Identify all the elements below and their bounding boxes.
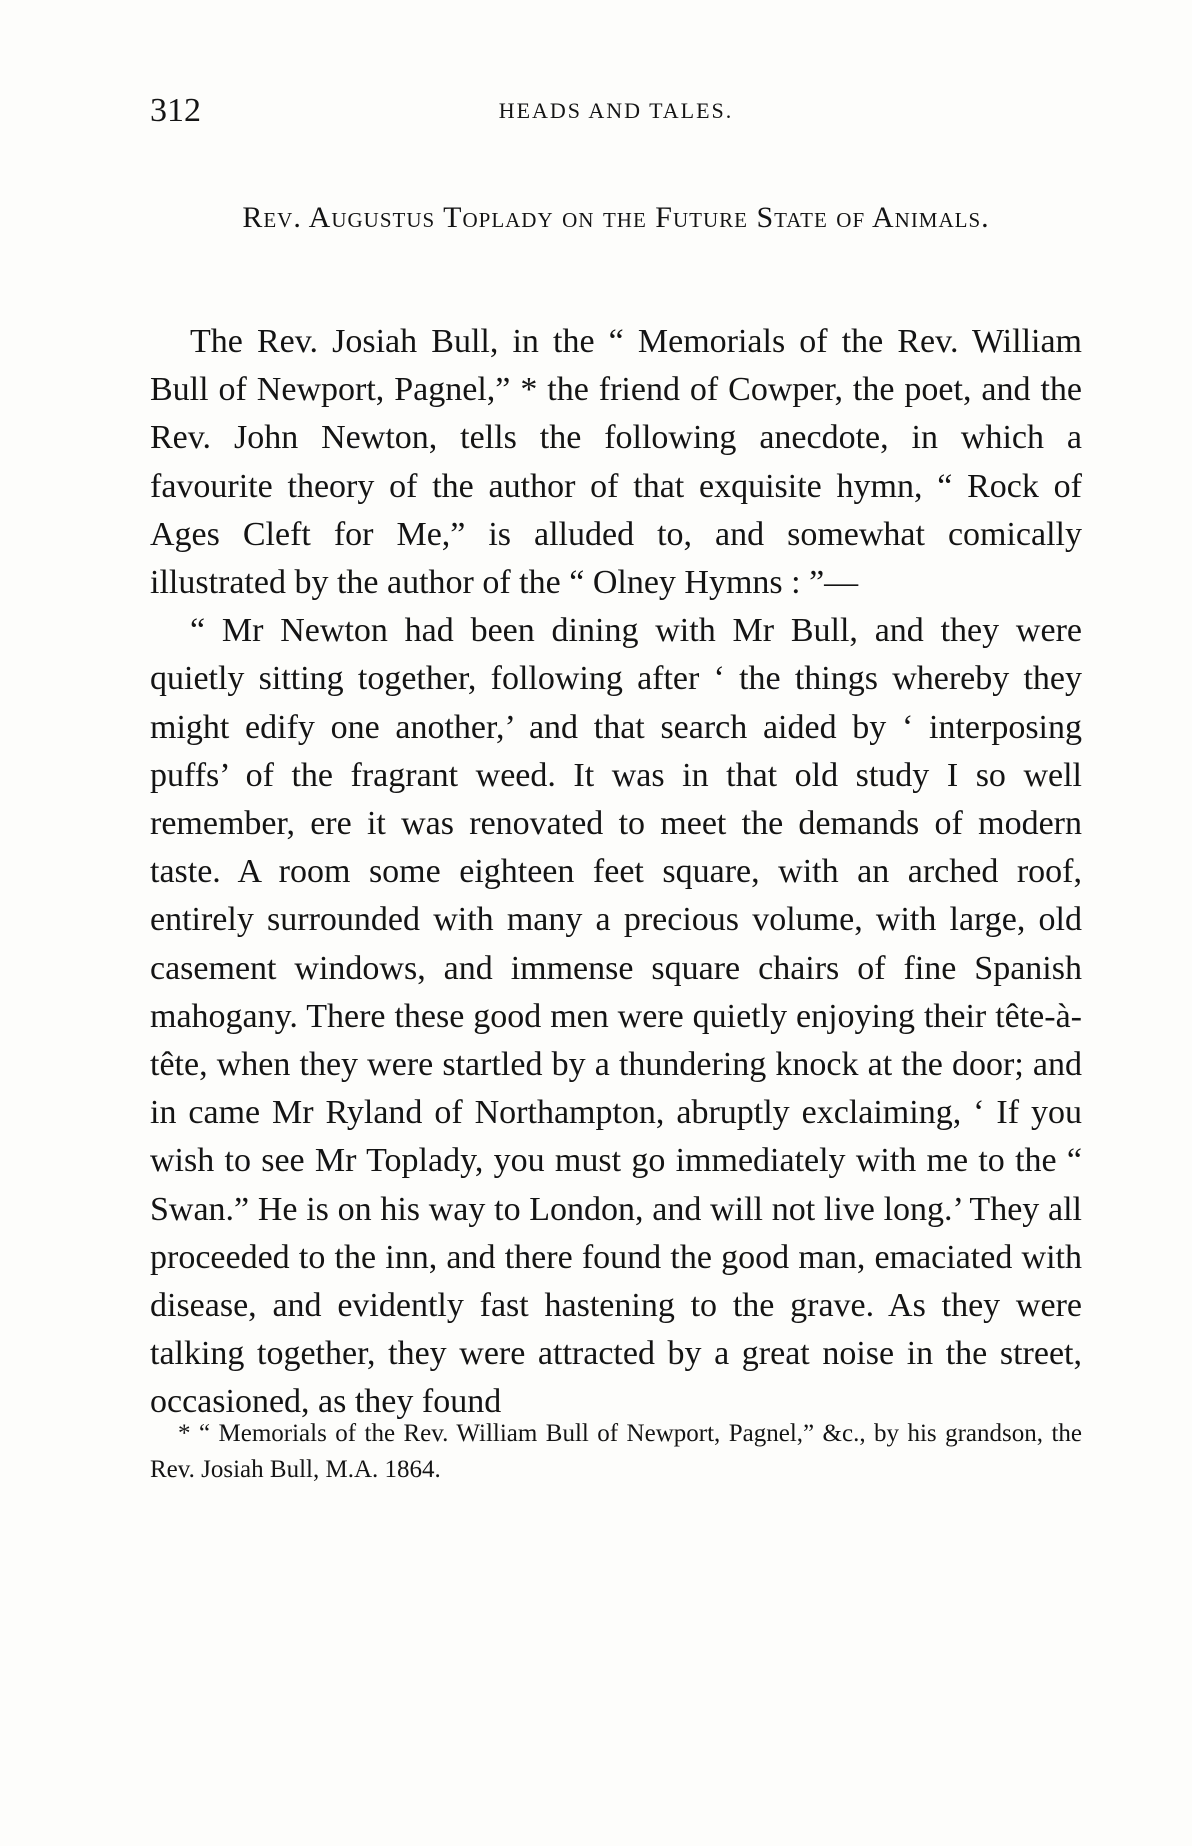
article-body <box>150 318 1082 1427</box>
page-number: 312 <box>150 92 201 129</box>
footnote-text: * “ Memorials of the Rev. William Bull of Newport, Pagnel,” &c., by his grandson, the Rev. Josiah Bull, M.A. 1864. <box>150 1420 1082 1483</box>
running-head <box>150 92 1082 132</box>
paragraph: The Rev. Josiah Bull, in the “ Memorials of the Rev. William Bull of Newport, Pagnel,” * the friend of Cowper, the poet, and the Rev. John Newton, tells the following anecdote, in which a favourite theory of the author of that exquisite hymn, “ Rock of Ages Cleft for Me,” is alluded to, and somewhat comically illustrated by the author of the “ Olney Hymns : ”— <box>150 323 1082 602</box>
article-title: Rev. Augustus Toplady on the Future State of Animals. <box>242 201 990 234</box>
paragraph: “ Mr Newton had been dining with Mr Bull, and they were quietly sitting together, following after ‘ the things whereby they might edify one another,’ and that search aided by ‘ interposing puffs’ of the fragrant weed. It was in that old study I so well remember, ere it was renovated to meet the demands of modern taste. A room some eighteen feet square, with an arched roof, entirely surrounded with many a precious volume, with large, old casement windows, and immense square chairs of fine Spanish mahogany. There these good men were quietly enjoying their tête-à-tête, when they were startled by a thundering knock at the door; and in came Mr Ryland of Northampton, abruptly exclaiming, ‘ If you wish to see Mr Toplady, you must go immediately with me to the “ Swan.” He is on his way to London, and will not live long.’ They all proceeded to the inn, and there found the good man, emaciated with disease, and evidently fast hastening to the grave. As they were talking together, they were attracted by a great noise in the street, occasioned, as they found <box>150 612 1082 1421</box>
running-title: HEADS AND TALES. <box>498 98 734 123</box>
footnote <box>150 1416 1082 1488</box>
